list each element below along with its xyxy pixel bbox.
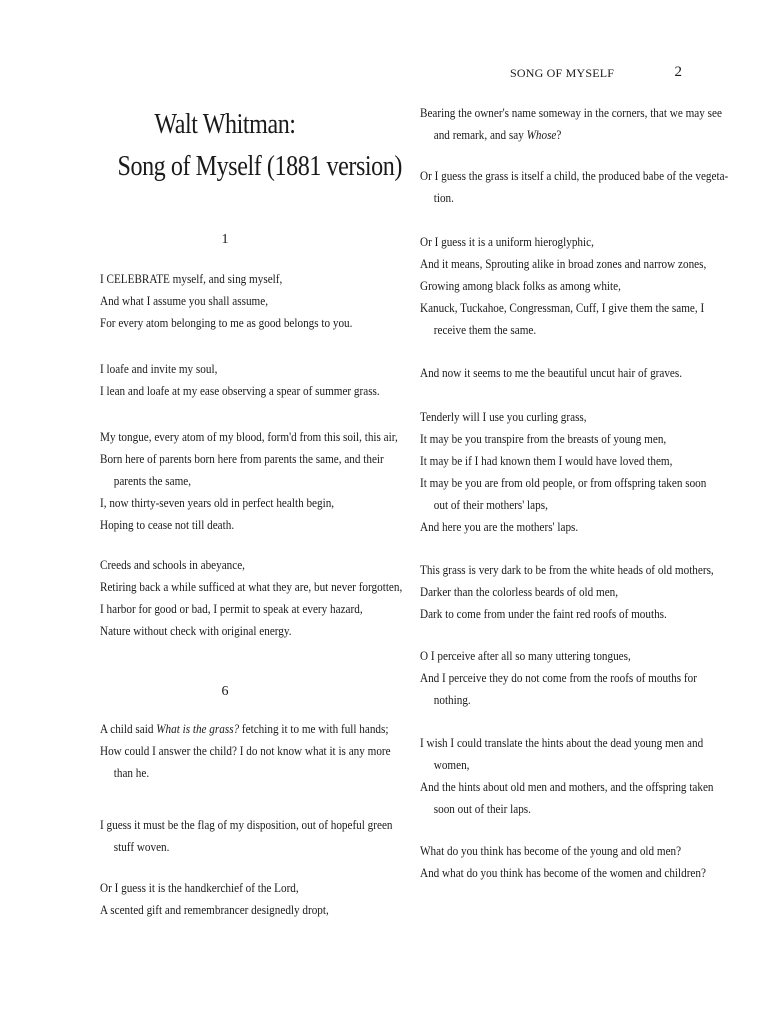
verse-line: My tongue, every atom of my blood, form'd from this soil, this air, <box>100 429 398 444</box>
stanza <box>100 554 403 642</box>
verse-line: Nature without check with original energy. <box>100 623 292 638</box>
verse-line: Tenderly will I use you curling grass, <box>420 409 587 424</box>
stanza <box>420 231 707 341</box>
stanza <box>420 102 722 146</box>
verse-line: Kanuck, Tuckahoe, Congressman, Cuff, I give them the same, I <box>420 300 705 315</box>
document-title <box>117 104 402 188</box>
verse-line: stuff woven. <box>113 839 170 854</box>
verse-italic: What is the grass? <box>156 721 240 736</box>
verse-line: And what I assume you shall assume, <box>100 293 268 308</box>
stanza <box>420 732 714 820</box>
verse-line: How could I answer the child? I do not know what it is any more <box>100 743 391 758</box>
stanza <box>100 358 380 402</box>
verse-line: women, <box>433 757 470 772</box>
page-header <box>420 64 682 84</box>
verse-text: and remark, and say <box>433 127 527 142</box>
verse-line <box>420 124 695 146</box>
stanza <box>100 814 393 858</box>
section-number-1: 1 <box>221 232 229 247</box>
title-line-author: Walt Whitman: <box>154 109 296 140</box>
verse-line: A scented gift and remembrancer designedly dropt, <box>100 902 329 917</box>
verse-line: Born here of parents born here from parents the same, and their <box>100 451 384 466</box>
verse-line: Or I guess it is a uniform hieroglyphic, <box>420 234 594 249</box>
verse-line: And I perceive they do not come from the roofs of mouths for <box>420 670 697 685</box>
verse-line: I guess it must be the flag of my disposition, out of hopeful green <box>100 817 393 832</box>
verse-line: And now it seems to me the beautiful uncut hair of graves. <box>420 365 683 380</box>
stanza <box>100 877 368 921</box>
verse-line: receive them the same. <box>433 322 537 337</box>
verse-line: I loafe and invite my soul, <box>100 361 218 376</box>
verse-line: I harbor for good or bad, I permit to speak at every hazard, <box>100 601 363 616</box>
verse-line: And here you are the mothers' laps. <box>420 519 579 534</box>
verse-line: What do you think has become of the young and old men? <box>420 843 682 858</box>
verse-line: And it means, Sprouting alike in broad zones and narrow zones, <box>420 256 707 271</box>
verse-line: nothing. <box>433 692 471 707</box>
verse-line: tion. <box>433 190 454 205</box>
verse-line: Bearing the owner's name someway in the corners, that we may see <box>420 105 722 120</box>
verse-text: fetching it to me with full hands; <box>239 721 389 736</box>
stanza <box>100 268 368 334</box>
stanza <box>420 840 706 884</box>
verse-line: out of their mothers' laps, <box>433 497 548 512</box>
verse-line: Hoping to cease not till death. <box>100 517 235 532</box>
stanza <box>420 362 682 384</box>
verse-line: For every atom belonging to me as good belongs to you. <box>100 315 353 330</box>
stanza <box>420 559 714 625</box>
verse-line: soon out of their laps. <box>433 801 531 816</box>
verse-line: I CELEBRATE myself, and sing myself, <box>100 271 283 286</box>
verse-line: Creeds and schools in abeyance, <box>100 557 245 572</box>
title-line-work: Song of Myself (1881 version) <box>117 151 402 182</box>
verse-line: I lean and loafe at my ease observing a spear of summer grass. <box>100 383 380 398</box>
section-number-6: 6 <box>221 684 229 699</box>
verse-line: Growing among black folks as among white, <box>420 278 621 293</box>
verse-line: It may be you transpire from the breasts of young men, <box>420 431 667 446</box>
verse-line: I, now thirty-seven years old in perfect health begin, <box>100 495 335 510</box>
verse-line: Darker than the colorless beards of old men, <box>420 584 619 599</box>
page-number: 2 <box>674 64 682 80</box>
stanza <box>100 718 391 784</box>
stanza <box>420 165 729 209</box>
stanza <box>420 645 697 711</box>
verse-line: Retiring back a while sufficed at what they are, but never forgotten, <box>100 579 403 594</box>
verse-line: And the hints about old men and mothers, and the offspring taken <box>420 779 714 794</box>
verse-line: parents the same, <box>113 473 192 488</box>
verse-line: It may be you are from old people, or from offspring taken soon <box>420 475 707 490</box>
stanza <box>100 426 398 536</box>
verse-italic: Whose <box>526 127 557 142</box>
verse-line: I wish I could translate the hints about the dead young men and <box>420 735 704 750</box>
verse-line: O I perceive after all so many uttering tongues, <box>420 648 631 663</box>
verse-text: ? <box>556 127 562 142</box>
verse-line: This grass is very dark to be from the white heads of old mothers, <box>420 562 714 577</box>
verse-line: And what do you think has become of the women and children? <box>420 865 706 880</box>
stanza <box>420 406 707 538</box>
verse-line: It may be if I had known them I would have loved them, <box>420 453 673 468</box>
running-title: SONG OF MYSELF <box>510 66 615 80</box>
verse-line: Or I guess it is the handkerchief of the Lord, <box>100 880 299 895</box>
verse-line <box>100 718 389 740</box>
verse-line: Dark to come from under the faint red roofs of mouths. <box>420 606 667 621</box>
verse-line: Or I guess the grass is itself a child, the produced babe of the vegeta- <box>420 168 729 183</box>
verse-line: than he. <box>113 765 150 780</box>
verse-text: A child said <box>100 721 157 736</box>
